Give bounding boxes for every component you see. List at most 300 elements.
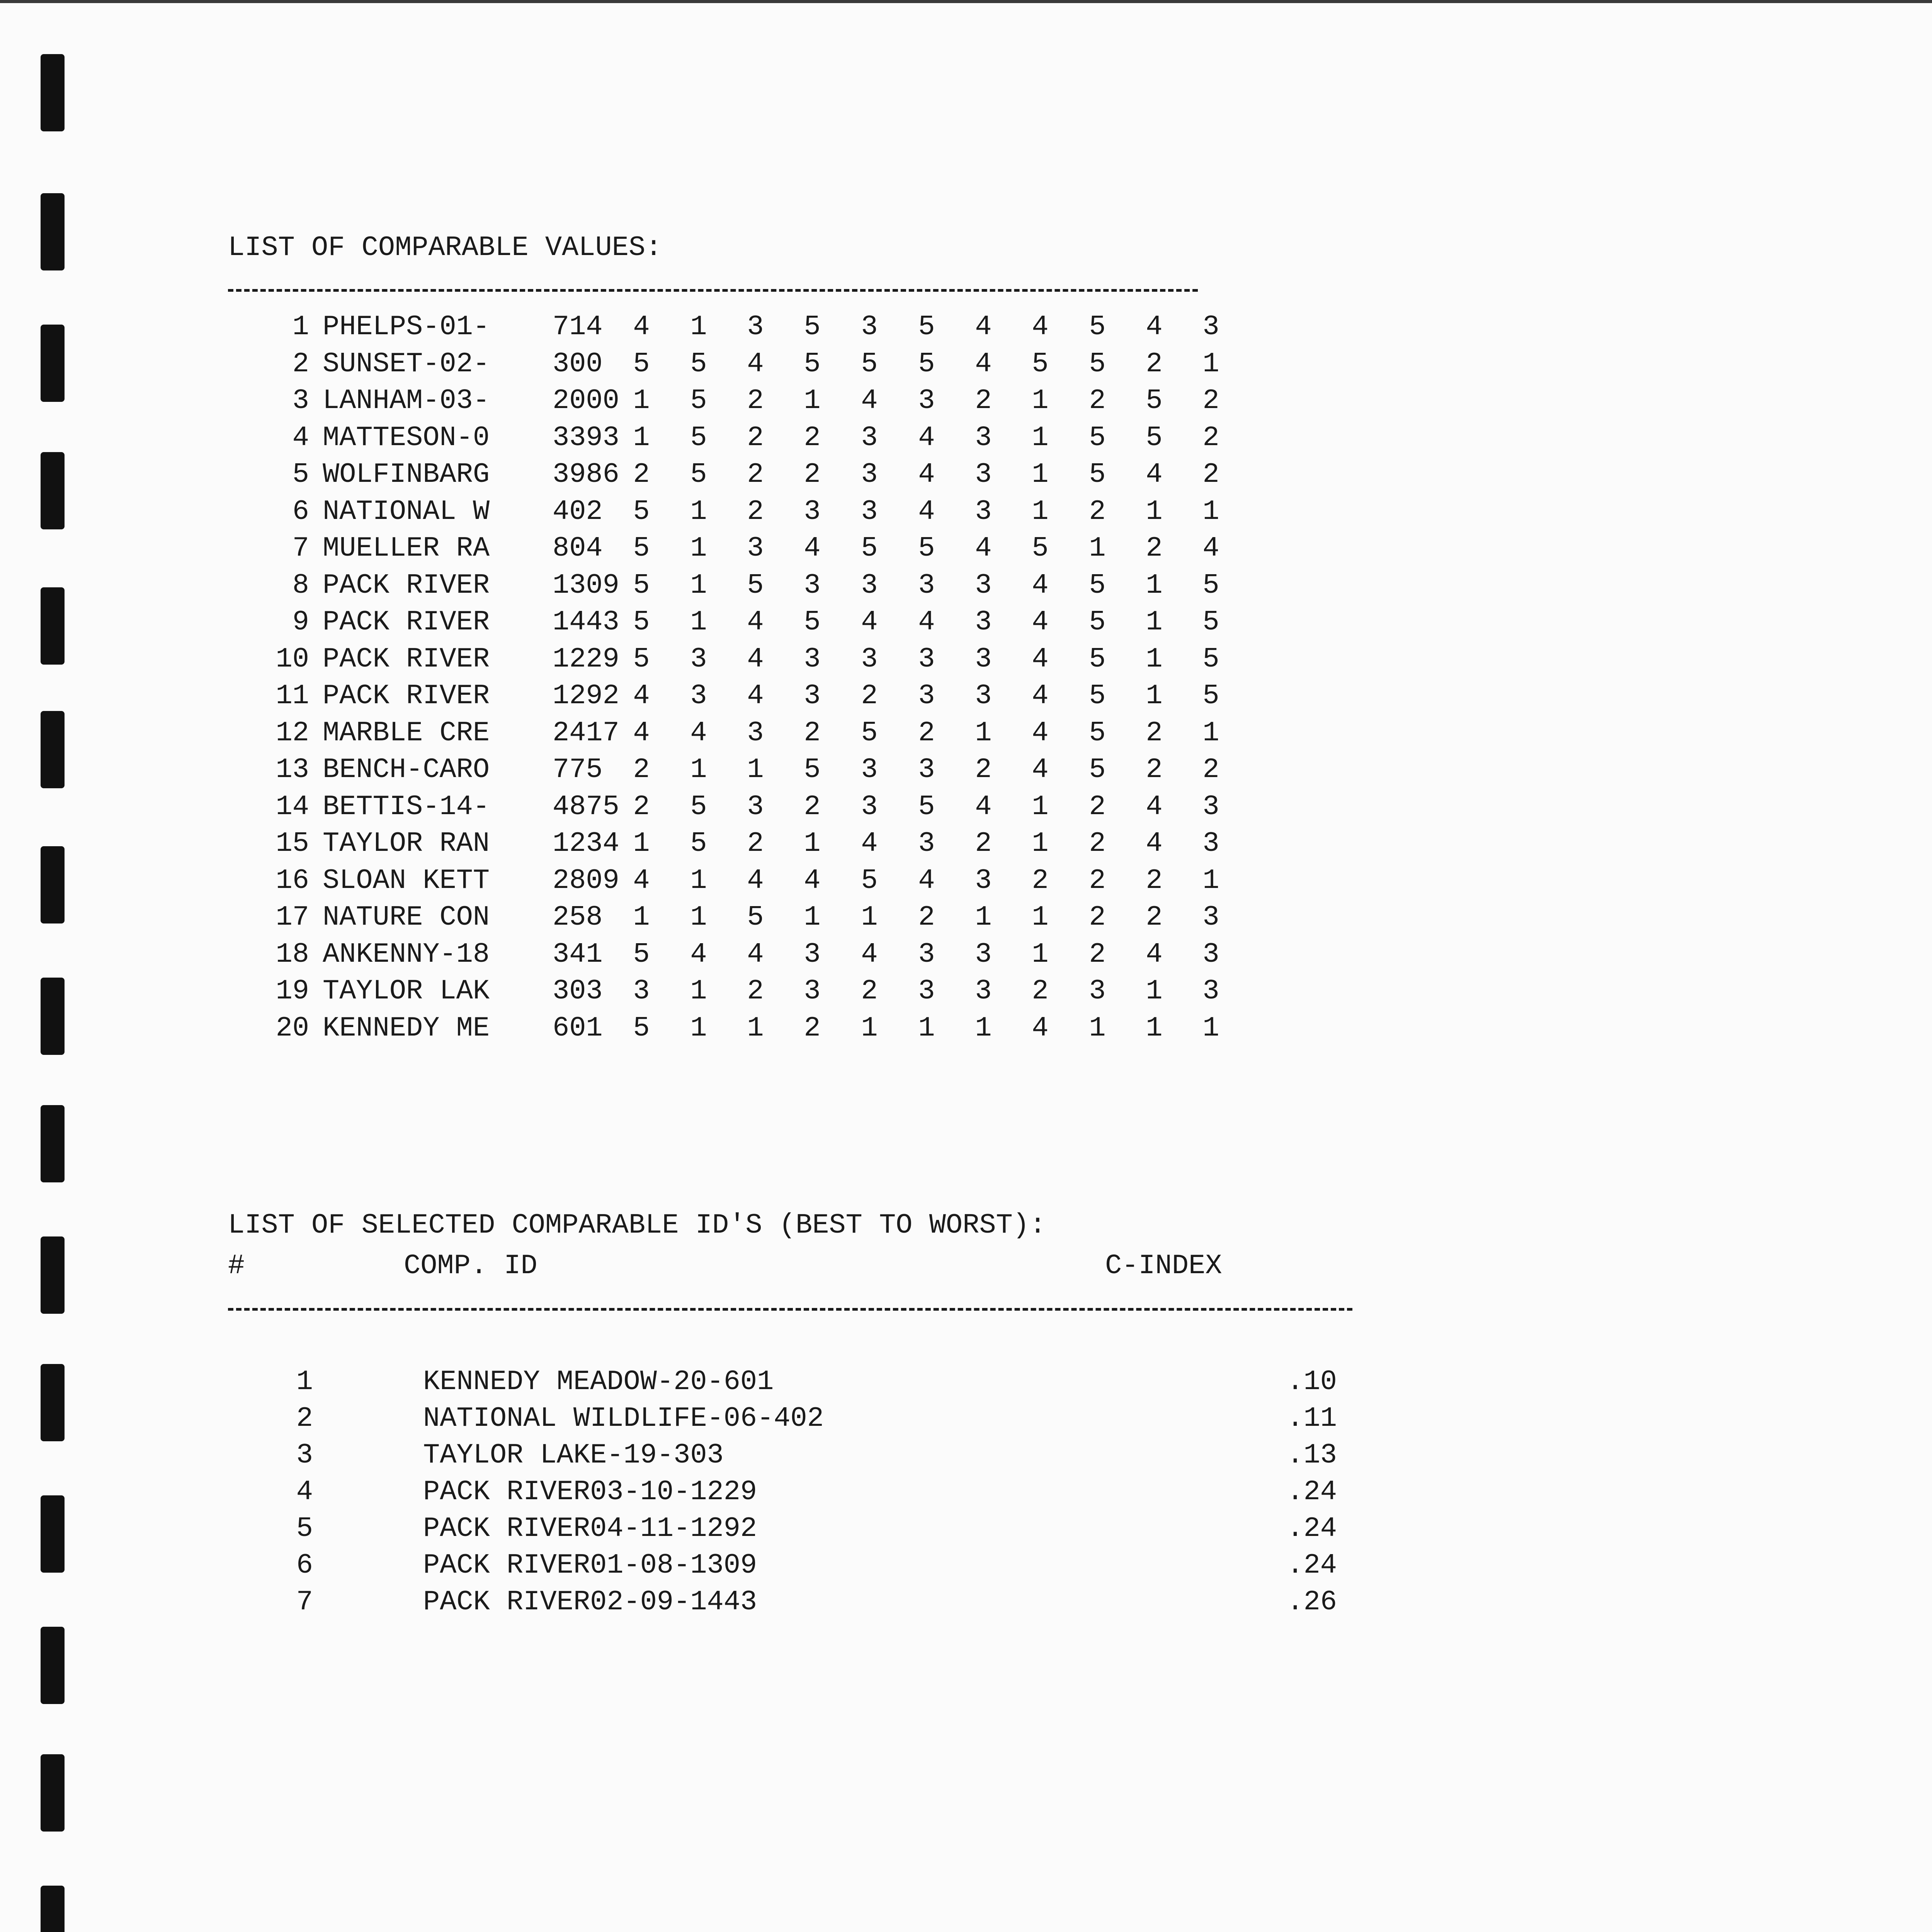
- comparable-name: MUELLER RA: [323, 532, 490, 564]
- score-value: 4: [861, 385, 878, 417]
- comparable-value: 714: [553, 311, 603, 343]
- score-value: 2: [1146, 717, 1163, 749]
- c-index-value: .24: [1287, 1513, 1337, 1544]
- score-value: 3: [975, 569, 992, 601]
- score-value: 2: [747, 828, 764, 859]
- score-value: 1: [1146, 975, 1163, 1007]
- score-value: 3: [1202, 901, 1219, 933]
- score-value: 3: [975, 606, 992, 638]
- comparable-name: PACK RIVER: [323, 606, 490, 638]
- score-value: 4: [1146, 828, 1163, 859]
- score-value: 4: [747, 864, 764, 896]
- score-value: 1: [690, 606, 707, 638]
- score-value: 3: [918, 385, 935, 417]
- score-value: 4: [918, 864, 935, 896]
- row-number: 10: [276, 643, 309, 675]
- score-value: 2: [804, 1012, 821, 1044]
- score-value: 3: [861, 643, 878, 675]
- rank-number: 2: [296, 1403, 313, 1434]
- score-value: 1: [1202, 348, 1219, 380]
- score-value: 4: [1032, 754, 1049, 786]
- binder-hole: [41, 1236, 65, 1314]
- score-value: 4: [975, 791, 992, 823]
- score-value: 2: [918, 901, 935, 933]
- score-value: 5: [918, 532, 935, 564]
- score-value: 2: [804, 717, 821, 749]
- page-top-edge: [0, 0, 1932, 3]
- score-value: 3: [747, 791, 764, 823]
- comparable-value: 4875: [553, 791, 619, 823]
- binder-hole: [41, 452, 65, 529]
- score-value: 4: [633, 717, 650, 749]
- score-value: 5: [690, 348, 707, 380]
- score-value: 1: [1202, 864, 1219, 896]
- comparable-value: 601: [553, 1012, 603, 1044]
- score-value: 2: [1089, 495, 1106, 527]
- score-value: 4: [918, 495, 935, 527]
- binder-hole: [41, 1364, 65, 1441]
- score-value: 4: [1032, 606, 1049, 638]
- comparable-value: 804: [553, 532, 603, 564]
- score-value: 2: [1089, 938, 1106, 970]
- binder-hole: [41, 325, 65, 402]
- score-value: 4: [975, 311, 992, 343]
- score-value: 1: [1146, 1012, 1163, 1044]
- comparable-value: 300: [553, 348, 603, 380]
- score-value: 3: [861, 569, 878, 601]
- score-value: 5: [633, 532, 650, 564]
- row-number: 3: [292, 385, 309, 417]
- score-value: 2: [861, 975, 878, 1007]
- score-value: 4: [1202, 532, 1219, 564]
- score-value: 5: [861, 717, 878, 749]
- score-value: 4: [747, 938, 764, 970]
- row-number: 19: [276, 975, 309, 1007]
- score-value: 2: [1146, 864, 1163, 896]
- column-header-comp-id: COMP. ID: [404, 1250, 537, 1282]
- row-number: 7: [292, 532, 309, 564]
- comparable-name: BETTIS-14-: [323, 791, 490, 823]
- score-value: 3: [1202, 938, 1219, 970]
- comparable-value: 341: [553, 938, 603, 970]
- score-value: 2: [747, 495, 764, 527]
- comparable-value: 1234: [553, 828, 619, 859]
- score-value: 3: [804, 938, 821, 970]
- score-value: 1: [861, 901, 878, 933]
- row-number: 18: [276, 938, 309, 970]
- score-value: 2: [1202, 459, 1219, 490]
- score-value: 5: [1089, 311, 1106, 343]
- score-value: 5: [633, 569, 650, 601]
- comparable-value: 1229: [553, 643, 619, 675]
- comparable-name: MARBLE CRE: [323, 717, 490, 749]
- score-value: 3: [918, 643, 935, 675]
- c-index-value: .11: [1287, 1403, 1337, 1434]
- c-index-value: .26: [1287, 1586, 1337, 1618]
- comparable-name: WOLFINBARG: [323, 459, 490, 490]
- score-value: 5: [633, 495, 650, 527]
- score-value: 4: [1146, 459, 1163, 490]
- score-value: 5: [1089, 459, 1106, 490]
- score-value: 5: [690, 422, 707, 454]
- score-value: 2: [1202, 422, 1219, 454]
- score-value: 1: [1146, 643, 1163, 675]
- score-value: 2: [1089, 901, 1106, 933]
- score-value: 1: [1089, 1012, 1106, 1044]
- score-value: 3: [1089, 975, 1106, 1007]
- score-value: 2: [1202, 385, 1219, 417]
- score-value: 3: [690, 643, 707, 675]
- score-value: 3: [804, 975, 821, 1007]
- score-value: 2: [1146, 754, 1163, 786]
- comp-id: NATIONAL WILDLIFE-06-402: [423, 1403, 824, 1434]
- rank-number: 4: [296, 1476, 313, 1508]
- c-index-value: .13: [1287, 1439, 1337, 1471]
- score-value: 5: [1202, 680, 1219, 712]
- score-value: 1: [690, 975, 707, 1007]
- comp-id: KENNEDY MEADOW-20-601: [423, 1366, 774, 1398]
- score-value: 5: [633, 1012, 650, 1044]
- score-value: 2: [1032, 975, 1049, 1007]
- score-value: 4: [690, 717, 707, 749]
- comp-id: TAYLOR LAKE-19-303: [423, 1439, 724, 1471]
- score-value: 1: [633, 901, 650, 933]
- score-value: 3: [975, 975, 992, 1007]
- row-number: 17: [276, 901, 309, 933]
- score-value: 4: [804, 532, 821, 564]
- score-value: 3: [1202, 311, 1219, 343]
- score-value: 4: [747, 348, 764, 380]
- score-value: 3: [804, 569, 821, 601]
- binder-hole: [41, 54, 65, 131]
- score-value: 1: [1202, 1012, 1219, 1044]
- score-value: 2: [804, 422, 821, 454]
- score-value: 3: [804, 495, 821, 527]
- score-value: 2: [1146, 532, 1163, 564]
- score-value: 5: [1202, 606, 1219, 638]
- score-value: 2: [975, 828, 992, 859]
- score-value: 5: [1089, 643, 1106, 675]
- score-value: 4: [918, 606, 935, 638]
- comparable-value: 303: [553, 975, 603, 1007]
- comparable-value: 2809: [553, 864, 619, 896]
- score-value: 4: [1146, 938, 1163, 970]
- score-value: 3: [804, 680, 821, 712]
- score-value: 5: [633, 606, 650, 638]
- score-value: 4: [861, 938, 878, 970]
- score-value: 4: [633, 680, 650, 712]
- score-value: 1: [690, 754, 707, 786]
- column-header-c-index: C-INDEX: [1105, 1250, 1222, 1282]
- score-value: 5: [861, 348, 878, 380]
- score-value: 1: [975, 901, 992, 933]
- score-value: 1: [975, 717, 992, 749]
- comparable-value: 402: [553, 495, 603, 527]
- rank-number: 1: [296, 1366, 313, 1398]
- comparable-name: LANHAM-03-: [323, 385, 490, 417]
- score-value: 2: [1202, 754, 1219, 786]
- comparable-value: 1309: [553, 569, 619, 601]
- score-value: 5: [633, 348, 650, 380]
- rank-number: 5: [296, 1513, 313, 1544]
- binder-hole: [41, 193, 65, 270]
- score-value: 3: [747, 532, 764, 564]
- comparable-name: BENCH-CARO: [323, 754, 490, 786]
- score-value: 5: [690, 828, 707, 859]
- score-value: 1: [1032, 791, 1049, 823]
- score-value: 2: [747, 385, 764, 417]
- comparable-values-divider: [228, 289, 1198, 292]
- score-value: 5: [804, 754, 821, 786]
- score-value: 2: [747, 459, 764, 490]
- row-number: 11: [276, 680, 309, 712]
- score-value: 1: [690, 1012, 707, 1044]
- score-value: 1: [747, 1012, 764, 1044]
- score-value: 1: [690, 532, 707, 564]
- score-value: 5: [1202, 643, 1219, 675]
- row-number: 2: [292, 348, 309, 380]
- score-value: 1: [690, 864, 707, 896]
- score-value: 1: [633, 422, 650, 454]
- score-value: 1: [918, 1012, 935, 1044]
- score-value: 4: [1032, 643, 1049, 675]
- score-value: 2: [1146, 901, 1163, 933]
- score-value: 3: [633, 975, 650, 1007]
- score-value: 3: [918, 569, 935, 601]
- score-value: 5: [804, 311, 821, 343]
- score-value: 3: [918, 975, 935, 1007]
- score-value: 3: [747, 717, 764, 749]
- row-number: 8: [292, 569, 309, 601]
- score-value: 1: [1146, 569, 1163, 601]
- score-value: 2: [1089, 828, 1106, 859]
- score-value: 5: [1089, 754, 1106, 786]
- comp-id: PACK RIVER04-11-1292: [423, 1513, 757, 1544]
- score-value: 4: [747, 606, 764, 638]
- comparable-value: 3393: [553, 422, 619, 454]
- score-value: 3: [975, 864, 992, 896]
- score-value: 4: [1146, 311, 1163, 343]
- binder-hole: [41, 1754, 65, 1832]
- score-value: 5: [747, 569, 764, 601]
- score-value: 5: [918, 791, 935, 823]
- score-value: 4: [747, 643, 764, 675]
- score-value: 3: [1202, 791, 1219, 823]
- score-value: 4: [975, 348, 992, 380]
- score-value: 5: [918, 311, 935, 343]
- comparable-value: 2000: [553, 385, 619, 417]
- score-value: 2: [633, 791, 650, 823]
- score-value: 1: [1146, 606, 1163, 638]
- comparable-name: NATURE CON: [323, 901, 490, 933]
- score-value: 2: [1089, 385, 1106, 417]
- row-number: 5: [292, 459, 309, 490]
- comparable-value: 2417: [553, 717, 619, 749]
- comparable-name: TAYLOR LAK: [323, 975, 490, 1007]
- score-value: 5: [1089, 348, 1106, 380]
- score-value: 1: [1089, 532, 1106, 564]
- score-value: 1: [1202, 495, 1219, 527]
- score-value: 1: [747, 754, 764, 786]
- row-number: 12: [276, 717, 309, 749]
- score-value: 3: [918, 828, 935, 859]
- score-value: 3: [747, 311, 764, 343]
- score-value: 2: [747, 975, 764, 1007]
- score-value: 1: [804, 828, 821, 859]
- score-value: 2: [1146, 348, 1163, 380]
- rank-number: 3: [296, 1439, 313, 1471]
- score-value: 2: [975, 385, 992, 417]
- score-value: 5: [804, 348, 821, 380]
- score-value: 1: [633, 385, 650, 417]
- c-index-value: .24: [1287, 1549, 1337, 1581]
- score-value: 5: [1089, 680, 1106, 712]
- score-value: 1: [690, 569, 707, 601]
- score-value: 1: [1032, 901, 1049, 933]
- score-value: 5: [690, 459, 707, 490]
- score-value: 3: [918, 754, 935, 786]
- score-value: 5: [747, 901, 764, 933]
- row-number: 9: [292, 606, 309, 638]
- score-value: 3: [975, 680, 992, 712]
- score-value: 1: [1202, 717, 1219, 749]
- comp-id: PACK RIVER02-09-1443: [423, 1586, 757, 1618]
- score-value: 1: [1032, 495, 1049, 527]
- score-value: 3: [861, 495, 878, 527]
- score-value: 3: [918, 680, 935, 712]
- score-value: 4: [1032, 569, 1049, 601]
- row-number: 20: [276, 1012, 309, 1044]
- row-number: 15: [276, 828, 309, 859]
- score-value: 5: [1089, 569, 1106, 601]
- comparable-value: 775: [553, 754, 603, 786]
- c-index-value: .24: [1287, 1476, 1337, 1508]
- score-value: 5: [1032, 532, 1049, 564]
- binder-hole: [41, 1495, 65, 1573]
- score-value: 4: [690, 938, 707, 970]
- score-value: 4: [1032, 680, 1049, 712]
- score-value: 3: [975, 643, 992, 675]
- comparable-name: PACK RIVER: [323, 643, 490, 675]
- comparable-name: KENNEDY ME: [323, 1012, 490, 1044]
- score-value: 1: [690, 311, 707, 343]
- score-value: 2: [1089, 864, 1106, 896]
- comparable-value: 1443: [553, 606, 619, 638]
- score-value: 1: [1146, 495, 1163, 527]
- score-value: 5: [1032, 348, 1049, 380]
- score-value: 2: [633, 754, 650, 786]
- score-value: 4: [861, 828, 878, 859]
- score-value: 2: [861, 680, 878, 712]
- score-value: 1: [633, 828, 650, 859]
- score-value: 3: [861, 311, 878, 343]
- comparable-value: 3986: [553, 459, 619, 490]
- score-value: 4: [918, 459, 935, 490]
- score-value: 4: [747, 680, 764, 712]
- score-value: 5: [1089, 606, 1106, 638]
- binder-hole: [41, 711, 65, 788]
- score-value: 3: [861, 459, 878, 490]
- score-value: 5: [633, 938, 650, 970]
- score-value: 2: [975, 754, 992, 786]
- binder-hole: [41, 846, 65, 923]
- score-value: 5: [1089, 717, 1106, 749]
- score-value: 1: [804, 901, 821, 933]
- score-value: 4: [804, 864, 821, 896]
- score-value: 2: [918, 717, 935, 749]
- score-value: 4: [1146, 791, 1163, 823]
- score-value: 3: [861, 422, 878, 454]
- comparable-values-heading: LIST OF COMPARABLE VALUES:: [228, 232, 662, 264]
- score-value: 4: [1032, 717, 1049, 749]
- comparable-value: 258: [553, 901, 603, 933]
- score-value: 5: [1146, 385, 1163, 417]
- score-value: 3: [975, 938, 992, 970]
- score-value: 4: [861, 606, 878, 638]
- selected-comparables-divider: [228, 1308, 1352, 1311]
- score-value: 5: [804, 606, 821, 638]
- score-value: 1: [690, 901, 707, 933]
- score-value: 5: [633, 643, 650, 675]
- score-value: 1: [1032, 938, 1049, 970]
- score-value: 5: [1089, 422, 1106, 454]
- score-value: 1: [1032, 422, 1049, 454]
- score-value: 1: [804, 385, 821, 417]
- comparable-name: PACK RIVER: [323, 569, 490, 601]
- score-value: 5: [690, 791, 707, 823]
- rank-number: 7: [296, 1586, 313, 1618]
- score-value: 2: [1032, 864, 1049, 896]
- score-value: 4: [633, 311, 650, 343]
- comparable-name: SUNSET-02-: [323, 348, 490, 380]
- score-value: 5: [918, 348, 935, 380]
- score-value: 3: [861, 754, 878, 786]
- score-value: 3: [861, 791, 878, 823]
- row-number: 1: [292, 311, 309, 343]
- row-number: 6: [292, 495, 309, 527]
- row-number: 4: [292, 422, 309, 454]
- comp-id: PACK RIVER03-10-1229: [423, 1476, 757, 1508]
- binder-hole: [41, 978, 65, 1055]
- score-value: 1: [1032, 459, 1049, 490]
- score-value: 1: [861, 1012, 878, 1044]
- comp-id: PACK RIVER01-08-1309: [423, 1549, 757, 1581]
- score-value: 3: [1202, 975, 1219, 1007]
- score-value: 2: [804, 791, 821, 823]
- score-value: 3: [1202, 828, 1219, 859]
- score-value: 1: [1032, 385, 1049, 417]
- comparable-name: TAYLOR RAN: [323, 828, 490, 859]
- row-number: 14: [276, 791, 309, 823]
- score-value: 5: [1146, 422, 1163, 454]
- score-value: 3: [690, 680, 707, 712]
- score-value: 3: [975, 459, 992, 490]
- row-number: 16: [276, 864, 309, 896]
- score-value: 3: [975, 495, 992, 527]
- comparable-name: ANKENNY-18: [323, 938, 490, 970]
- score-value: 5: [861, 864, 878, 896]
- comparable-name: PHELPS-01-: [323, 311, 490, 343]
- score-value: 1: [690, 495, 707, 527]
- score-value: 5: [861, 532, 878, 564]
- binder-hole: [41, 1886, 65, 1932]
- score-value: 3: [918, 938, 935, 970]
- comparable-name: NATIONAL W: [323, 495, 490, 527]
- score-value: 1: [975, 1012, 992, 1044]
- selected-comparables-heading: LIST OF SELECTED COMPARABLE ID'S (BEST TO WORST):: [228, 1209, 1046, 1241]
- rank-number: 6: [296, 1549, 313, 1581]
- column-header-num: #: [228, 1250, 245, 1282]
